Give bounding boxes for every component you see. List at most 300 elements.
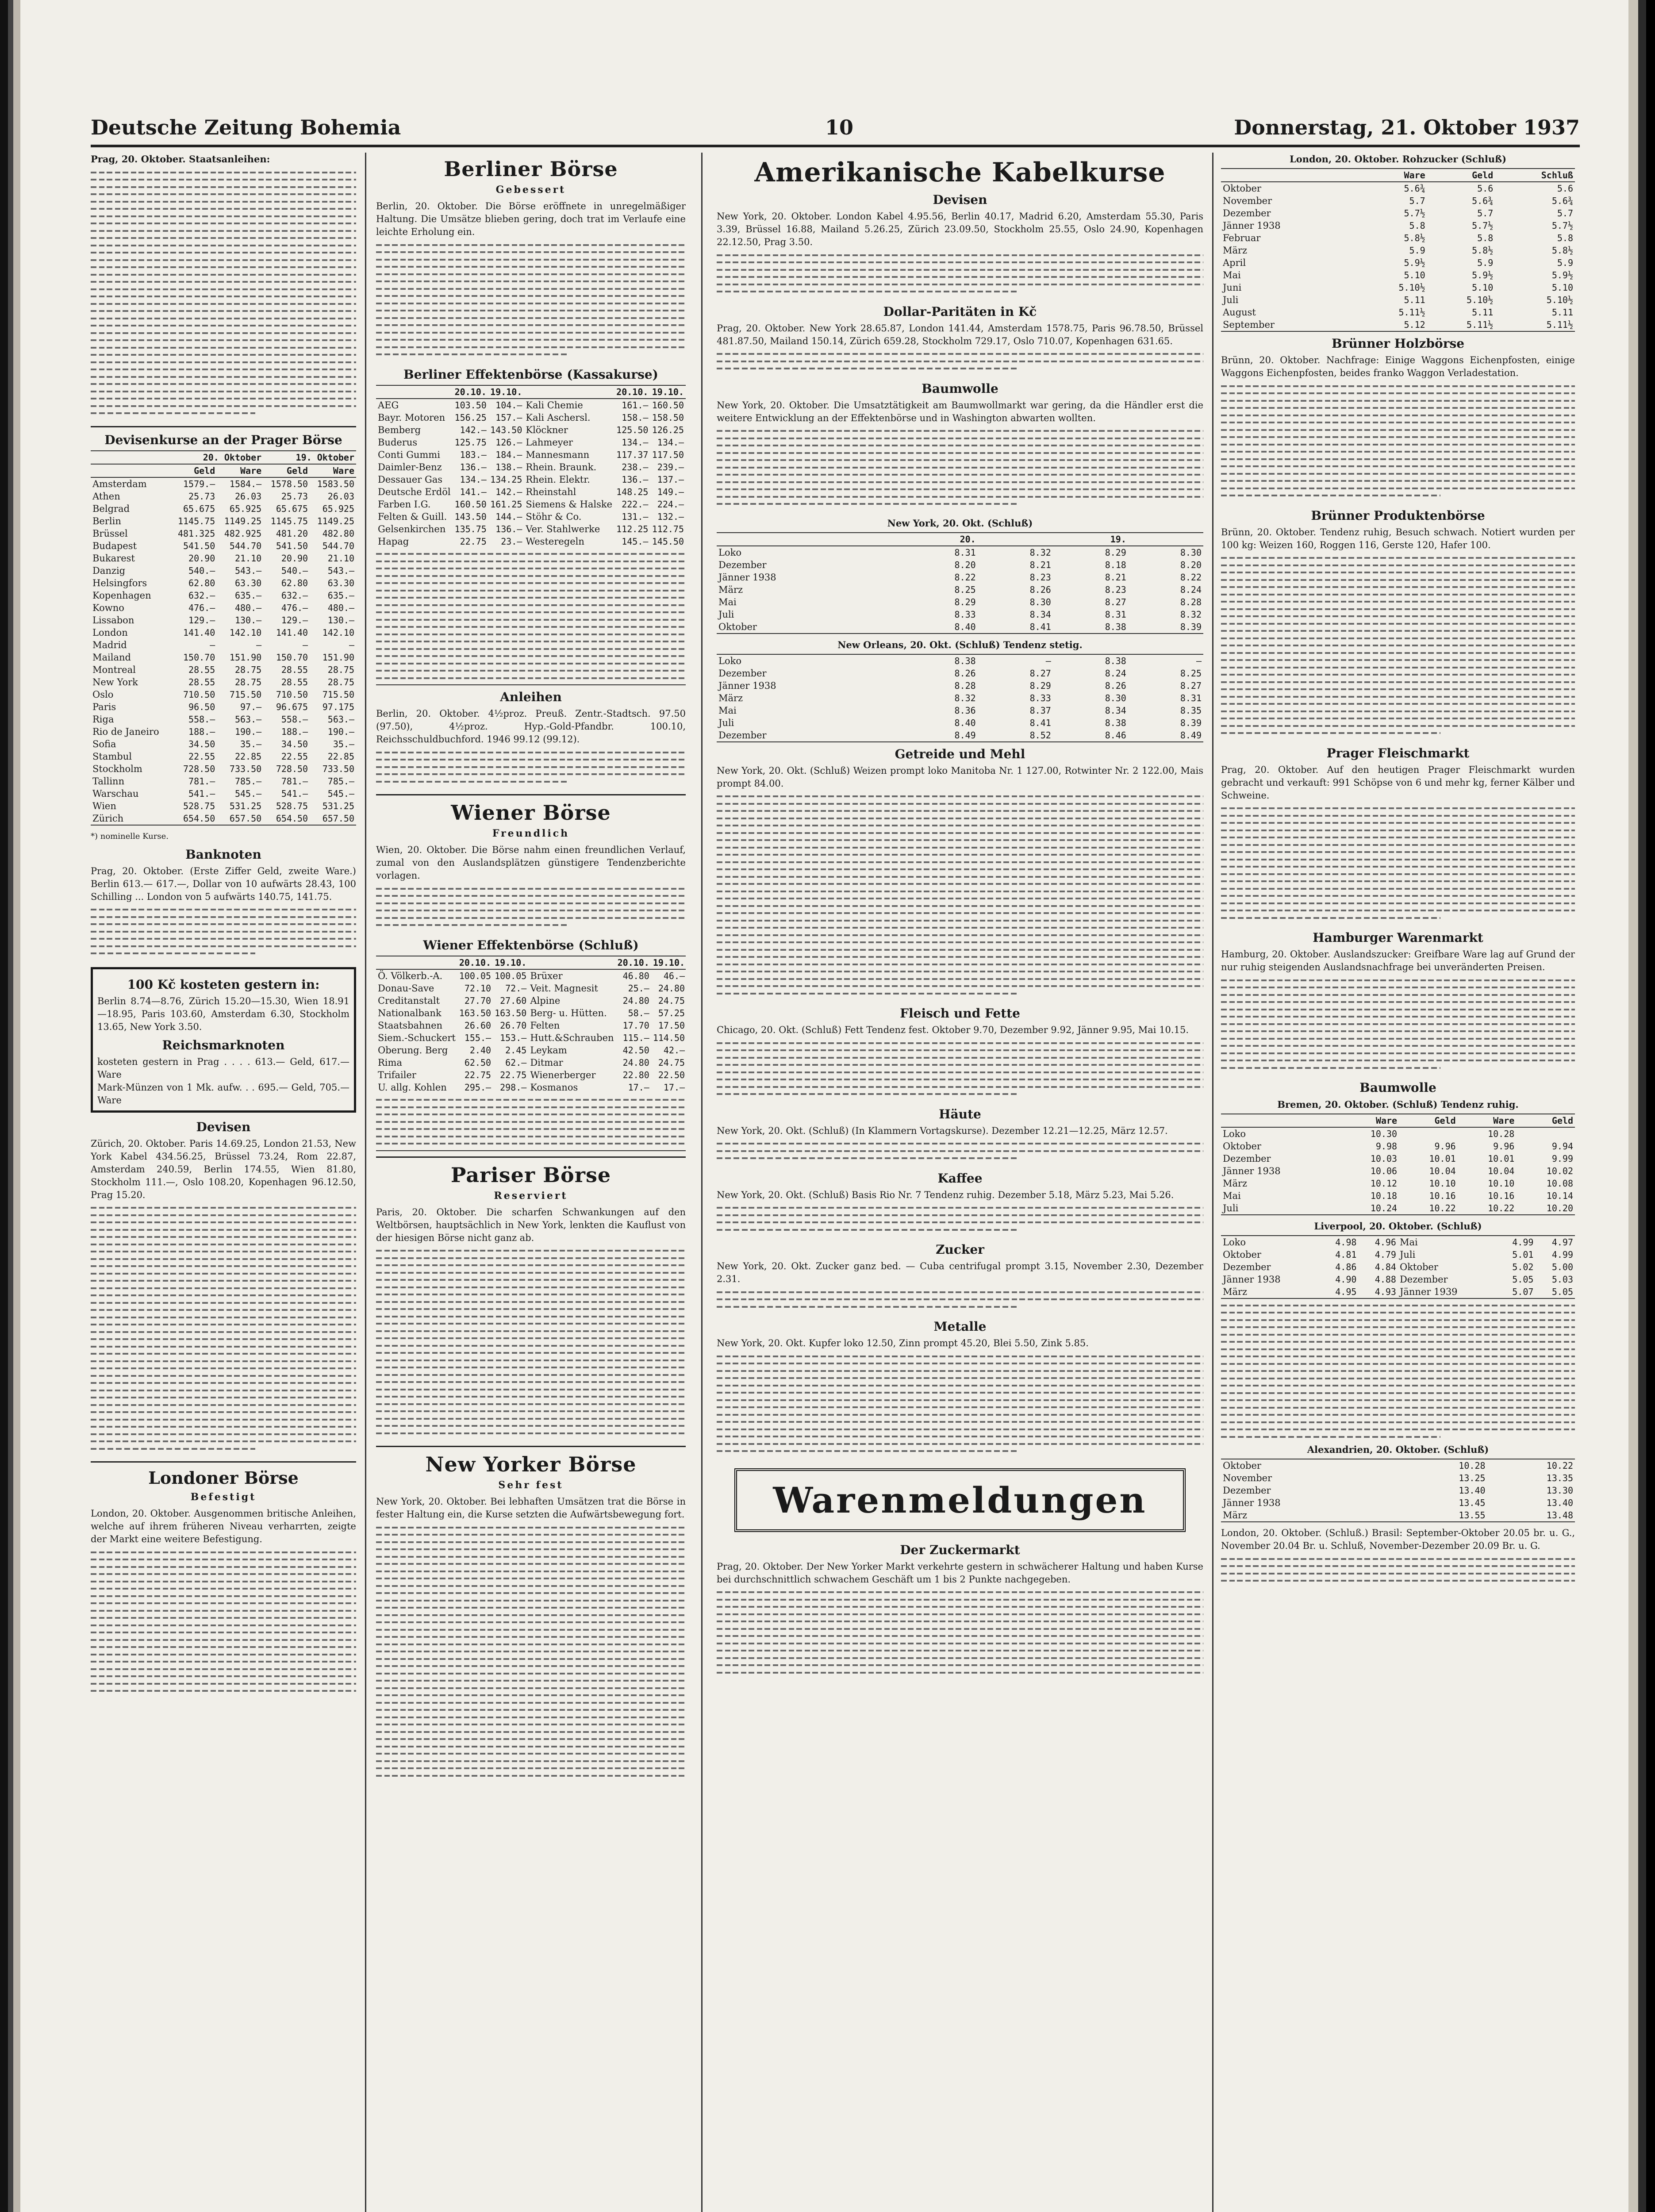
- table-cell: 5.8½: [1404, 233, 1425, 243]
- table-row: [717, 571, 1203, 584]
- table-cell: Loko: [718, 547, 741, 558]
- scan-edge-right: [1628, 0, 1655, 2212]
- table-header: Geld: [1516, 1114, 1575, 1127]
- table-cell: März: [718, 692, 743, 703]
- table-cell: Siemens & Halske: [526, 499, 613, 510]
- dollar-article: [717, 322, 1203, 375]
- table-cell: 558.—: [188, 714, 215, 725]
- table-cell: 8.38: [954, 655, 976, 666]
- table-cell: 8.29: [1029, 680, 1051, 691]
- article-body-text: [717, 353, 1203, 369]
- table-cell: 161.25: [490, 499, 522, 510]
- table-cell: Jänner 1938: [1223, 1274, 1281, 1285]
- table-cell: 65.675: [276, 503, 308, 514]
- table-cell: 28.75: [234, 664, 262, 675]
- table-cell: 8.30: [1180, 547, 1202, 558]
- table-cell: 1583.50: [317, 478, 354, 489]
- table-row: [1221, 294, 1575, 306]
- table-cell: 8.23: [1105, 584, 1126, 595]
- table-cell: 654.50: [183, 813, 215, 824]
- table-cell: 239.—: [657, 461, 684, 472]
- metalle-article: [717, 1337, 1203, 1458]
- table-cell: 8.38: [1105, 655, 1126, 666]
- table-cell: 480.—: [234, 602, 262, 613]
- table-cell: 9.94: [1551, 1141, 1573, 1152]
- column-rule: [701, 153, 703, 2212]
- kassakurse-table: [376, 385, 686, 686]
- table-row: [717, 655, 1203, 667]
- table-row: [1221, 1236, 1575, 1248]
- table-cell: 62.50: [464, 1057, 492, 1068]
- table-row: [91, 750, 356, 763]
- table-cell: Kali Chemie: [526, 399, 583, 411]
- section-title-produktenboerse: Brünner Produktenbörse: [1311, 508, 1485, 523]
- table-cell: November: [1223, 196, 1272, 206]
- prague-bonds-article: [91, 153, 356, 420]
- table-cell: Creditanstalt: [378, 995, 440, 1006]
- table-cell: 545.—: [234, 788, 262, 799]
- table-cell: 5.11: [1551, 307, 1573, 318]
- table-row: [717, 667, 1203, 680]
- table-cell: 10.16: [1488, 1190, 1515, 1201]
- section-title-new-yorker-boerse: New Yorker Börse: [425, 1452, 637, 1476]
- box-line: Mark-Münzen von 1 Mk. aufw. . . 695.— Geld, 705.— Ware: [97, 1082, 349, 1106]
- table-cell: 8.38: [1105, 717, 1126, 728]
- table-header: [1221, 1114, 1340, 1127]
- table-cell: 188.—: [281, 726, 308, 737]
- article-lead: New York, 20. Okt. (Schluß) (In Klammern Vortagskurse). Dezember 12.21—12.25, März 12.57.: [717, 1125, 1168, 1136]
- table-cell: [1516, 1127, 1575, 1140]
- table-header: 20. Oktober: [170, 451, 263, 464]
- table-cell: 10.24: [1370, 1203, 1398, 1214]
- paris-article: [376, 1206, 686, 1440]
- produkt-article: [1221, 526, 1575, 740]
- table-cell: Helsingfors: [92, 577, 147, 588]
- table-row: [91, 490, 356, 503]
- table-cell: Bayr. Motoren: [378, 412, 445, 423]
- table-row: [1221, 1165, 1575, 1177]
- table-cell: 161.—: [622, 399, 649, 411]
- table-header: Ware: [1458, 1114, 1517, 1127]
- section-divider: [91, 426, 356, 427]
- table-row: [1221, 1497, 1575, 1509]
- table-cell: 4.79: [1375, 1249, 1396, 1260]
- table-cell: 130.—: [234, 614, 262, 626]
- table-row: [91, 602, 356, 614]
- table-cell: 8.30: [1029, 596, 1051, 607]
- table-cell: —: [1196, 655, 1202, 666]
- table-cell: 143.50: [454, 511, 487, 522]
- table-cell: 129.—: [281, 614, 308, 626]
- table-cell: 10.30: [1370, 1129, 1398, 1139]
- table-cell: 8.39: [1180, 621, 1202, 632]
- table-cell: 657.50: [322, 813, 354, 824]
- table-cell: 785.—: [234, 776, 262, 787]
- table-cell: 781.—: [188, 776, 215, 787]
- table-cell: 27.70: [464, 995, 492, 1006]
- table-cell: 5.11½: [1546, 319, 1573, 330]
- table-cell: 2.45: [505, 1045, 527, 1056]
- table-cell: 5.10: [1551, 282, 1573, 293]
- table-row: [1221, 1140, 1575, 1152]
- article-lead: Brünn, 20. Oktober. Nachfrage: Einige Waggons Eichenpfosten, einige Waggons Eichenpfosten, beides franko Waggon Verladestation.: [1221, 355, 1575, 378]
- section-title-fleischmarkt: Prager Fleischmarkt: [1326, 745, 1470, 760]
- table-cell: 10.08: [1546, 1178, 1573, 1189]
- table-cell: Zürich: [92, 813, 124, 824]
- table-header: Geld: [263, 464, 310, 477]
- table-cell: Farben I.G.: [378, 499, 431, 510]
- table-row: [1221, 1177, 1575, 1190]
- table-cell: Brüxer: [530, 970, 563, 981]
- table-cell: März: [1223, 1510, 1248, 1521]
- table-row: [717, 704, 1203, 717]
- article-lead: Paris, 20. Oktober. Die scharfen Schwankungen auf den Weltbörsen, hauptsächlich in New York, lenkten die Kauflust von der hiesigen Börse nicht ganz ab.: [376, 1206, 686, 1243]
- holz-article: [1221, 354, 1575, 502]
- table-row: [717, 692, 1203, 704]
- table-cell: 733.50: [322, 763, 354, 774]
- table-cell: 8.33: [954, 609, 976, 620]
- table-cell: Montreal: [92, 664, 136, 675]
- table-cell: 142.10: [322, 627, 354, 638]
- table-cell: 5.10½: [1467, 295, 1494, 305]
- table-cell: 531.25: [229, 800, 262, 811]
- table-header: Geld: [1427, 169, 1495, 182]
- table-cell: 117.37: [616, 449, 649, 460]
- table-cell: 28.75: [327, 676, 354, 687]
- table-cell: —: [210, 639, 215, 650]
- box-line: kosteten gestern in Prag . . . . 613.— Geld, 617.— Ware: [97, 1056, 349, 1080]
- table-cell: 160.50: [454, 499, 487, 510]
- table-cell: Westeregeln: [526, 536, 584, 547]
- table-header: 20.10.: [453, 386, 488, 399]
- table-cell: 5.03: [1551, 1274, 1573, 1285]
- table-cell: 141.—: [460, 486, 487, 497]
- table-header: [717, 533, 902, 546]
- table-cell: 5.7: [1477, 208, 1494, 219]
- table-footnote: *) nominelle Kurse.: [91, 831, 169, 841]
- table-cell: —: [256, 639, 262, 650]
- table-header: 20.10.: [616, 956, 651, 969]
- table-cell: 150.70: [183, 652, 215, 663]
- table-cell: U. allg. Kohlen: [378, 1082, 447, 1093]
- table-cell: 131.—: [622, 511, 649, 522]
- table-cell: 481.325: [177, 528, 215, 539]
- table-cell: Mai: [718, 705, 737, 716]
- table-cell: 42.50: [622, 1045, 649, 1056]
- table-cell: 72.10: [464, 983, 492, 994]
- table-cell: Rio de Janeiro: [92, 726, 159, 737]
- table-cell: Oktober: [1399, 1262, 1438, 1272]
- table-cell: 63.30: [327, 577, 354, 588]
- table-cell: 4.93: [1375, 1286, 1396, 1297]
- table-cell: Juli: [718, 609, 734, 620]
- london-article: [91, 1507, 356, 1697]
- liverpool-notes: [1221, 1305, 1575, 1438]
- table-cell: 96.675: [276, 701, 308, 712]
- anleihen-article: [376, 707, 686, 788]
- table-cell: 62.80: [281, 577, 308, 588]
- table-cell: 5.8: [1409, 220, 1425, 231]
- table-row: [376, 995, 686, 1007]
- table-cell: 10.14: [1546, 1190, 1573, 1201]
- column-3: [717, 153, 1203, 2212]
- table-cell: 8.49: [1180, 730, 1202, 741]
- table-cell: Alpine: [530, 995, 561, 1006]
- table-cell: 8.21: [1105, 572, 1126, 583]
- table-header: [1128, 533, 1203, 546]
- table-row: [1221, 319, 1575, 331]
- box-title: 100 Kč kosteten gestern in:: [127, 977, 320, 992]
- table-cell: 4.97: [1551, 1237, 1573, 1248]
- article-lead: Berlin, 20. Oktober. 4½proz. Preuß. Zentr.-Stadtsch. 97.50 (97.50), 4½proz. Hyp.-Gold-Pfandbr. 100.10, Reichsschuldbuchford. 1946 99.12 (99.12).: [376, 708, 686, 745]
- table-cell: 5.10: [1472, 282, 1494, 293]
- table-cell: 126.25: [652, 424, 684, 435]
- table-header: 19.10.: [493, 956, 528, 969]
- table-cell: Jänner 1938: [1223, 1166, 1281, 1176]
- table-header: 19. Oktober: [263, 451, 356, 464]
- box-text: Berlin 8.74—8.76, Zürich 15.20—15.30, Wien 18.91—18.95, Paris 103.60, Amsterdam 6.30, Stockholm 13.65, New York 3.50.: [97, 995, 349, 1032]
- table-cell: 28.55: [281, 664, 308, 675]
- table-cell: 142.10: [229, 627, 262, 638]
- table-cell: Riga: [92, 714, 114, 725]
- table-header: Geld: [170, 464, 217, 477]
- table-cell: 24.75: [658, 995, 685, 1006]
- table-row: [376, 1019, 686, 1032]
- ny-devisen-article: [717, 210, 1203, 298]
- section-title-banknoten: Banknoten: [185, 847, 261, 862]
- table-cell: 10.22: [1429, 1203, 1456, 1214]
- table-cell: 22.75: [460, 536, 487, 547]
- table-cell: 112.75: [652, 523, 684, 534]
- table-cell: 96.50: [188, 701, 215, 712]
- table-cell: 26.03: [327, 491, 354, 502]
- table-cell: 158.50: [652, 412, 684, 423]
- table-row: [91, 540, 356, 552]
- table-cell: 17.—: [628, 1082, 649, 1093]
- section-title-metalle: Metalle: [933, 1319, 987, 1334]
- table-cell: 5.05: [1512, 1274, 1534, 1285]
- table-row: [717, 559, 1203, 571]
- table-cell: Trifailer: [378, 1069, 416, 1080]
- table-cell: 4.99: [1512, 1237, 1534, 1248]
- table-row: [91, 552, 356, 565]
- table-cell: Berg- u. Hütten.: [530, 1007, 607, 1018]
- table-row: [91, 626, 356, 639]
- table-cell: 8.24: [1180, 584, 1202, 595]
- table-header: 19.: [1053, 533, 1128, 546]
- devisen-table: [91, 450, 356, 826]
- table-cell: 715.50: [229, 689, 262, 700]
- new-orleans-cotton-table: [717, 654, 1203, 742]
- table-cell: 23.—: [501, 536, 522, 547]
- section-title-wiener-effekten: Wiener Effektenbörse (Schluß): [423, 937, 639, 952]
- table-cell: Mailand: [92, 652, 131, 663]
- table-cell: 715.50: [322, 689, 354, 700]
- article-lead: New York, 20. Okt. Kupfer loko 12.50, Zinn prompt 45.20, Blei 5.50, Zink 5.85.: [717, 1338, 1089, 1348]
- section-title-devisen: Devisen: [196, 1119, 251, 1134]
- berlin-article: [376, 200, 686, 361]
- article-lead: Prag, 20. Oktober. New York 28.65.87, London 141.44, Amsterdam 1578.75, Paris 96.78.50, Brüssel 481.87.50, Mailand 150.14, Zürich 659.28, Stockholm 729.17, Oslo 710.07, Kopenhagen 631.65.: [717, 323, 1203, 346]
- section-title-zuckermarkt: Der Zuckermarkt: [900, 1542, 1020, 1557]
- table-cell: 544.70: [322, 540, 354, 551]
- table-cell: Rhein. Elektr.: [526, 474, 590, 485]
- article-lead: Zürich, 20. Oktober. Paris 14.69.25, London 21.53, New York Kabel 434.56.25, Brüssel 73.24, Rom 22.87, Amsterdam 240.59, Berlin 174.55, Wien 81.80, Stockholm 111.—, Oslo 108.20, Kopenhagen 96.12.50, Prag 15.20.: [91, 1138, 356, 1200]
- table-cell: 24.80: [622, 1057, 649, 1068]
- table-cell: 8.41: [1029, 621, 1051, 632]
- table-cell: 65.675: [183, 503, 215, 514]
- table-cell: —: [1045, 655, 1051, 666]
- table-cell: November: [1223, 1473, 1272, 1483]
- table-cell: 2.40: [469, 1045, 492, 1056]
- section-title-warenmarkt: Hamburger Warenmarkt: [1313, 930, 1483, 945]
- table-cell: 160.50: [652, 399, 684, 411]
- table-cell: Dezember: [1223, 208, 1271, 219]
- page-header: [91, 113, 1580, 147]
- table-cell: 8.26: [1029, 584, 1051, 595]
- table-cell: 541.—: [188, 788, 215, 799]
- table-cell: 20.90: [281, 553, 308, 564]
- table-row: [717, 584, 1203, 596]
- table-cell: 8.29: [1105, 547, 1126, 558]
- table-cell: 153.—: [500, 1032, 527, 1043]
- table-cell: Tallinn: [92, 776, 125, 787]
- table-cell: 563.—: [327, 714, 354, 725]
- table-row: [1221, 1273, 1575, 1286]
- rohzucker-table: [1221, 168, 1575, 332]
- table-cell: 25.73: [188, 491, 215, 502]
- table-cell: 10.06: [1370, 1166, 1398, 1176]
- article-lead: Chicago, 20. Okt. (Schluß) Fett Tendenz fest. Oktober 9.70, Dezember 9.92, Jänner 9.95, Mai 10.15.: [717, 1025, 1189, 1035]
- table-cell: 26.60: [464, 1020, 492, 1031]
- table-cell: 125.75: [454, 437, 487, 448]
- table-cell: März: [718, 584, 743, 595]
- table-cell: 4.86: [1335, 1262, 1357, 1272]
- table-cell: Loko: [718, 655, 741, 666]
- table-cell: 21.10: [234, 553, 262, 564]
- table-row: [91, 726, 356, 738]
- table-cell: 5.11½: [1398, 307, 1425, 318]
- table-row: [376, 411, 686, 424]
- article-body-text: [717, 795, 1203, 995]
- table-cell: Berlin: [92, 515, 121, 526]
- table-cell: 238.—: [622, 461, 649, 472]
- table-cell: 295.—: [464, 1082, 492, 1093]
- table-cell: 531.25: [322, 800, 354, 811]
- table-cell: 8.46: [1105, 730, 1126, 741]
- table-cell: 145.50: [652, 536, 684, 547]
- table-cell: 733.50: [229, 763, 262, 774]
- table-row: [1221, 207, 1575, 219]
- section-title-baumwolle: Baumwolle: [1359, 1080, 1436, 1095]
- table-cell: 100.05: [495, 970, 527, 981]
- article-body-text: [717, 1143, 1203, 1159]
- section-title-anleihen: Anleihen: [500, 690, 562, 704]
- table-cell: 151.90: [322, 652, 354, 663]
- table-cell: 8.41: [1029, 717, 1051, 728]
- table-row: [1221, 1459, 1575, 1472]
- table-cell: 10.02: [1546, 1166, 1573, 1176]
- table-row: [376, 1081, 686, 1094]
- section-title-wiener-boerse: Wiener Börse: [451, 801, 611, 825]
- table-cell: Rheinstahl: [526, 486, 576, 497]
- table-row: [91, 676, 356, 688]
- table-cell: 5.9½: [1472, 270, 1494, 280]
- table-cell: 8.32: [1029, 547, 1051, 558]
- table-cell: Juli: [1223, 295, 1239, 305]
- table-cell: 10.22: [1546, 1460, 1573, 1471]
- table-cell: 8.36: [954, 705, 976, 716]
- table-cell: 157.—: [495, 412, 522, 423]
- table-cell: 117.50: [652, 449, 684, 460]
- table-cell: 126.—: [495, 437, 522, 448]
- table-cell: 10.18: [1370, 1190, 1398, 1201]
- table-row: [1221, 1484, 1575, 1497]
- section-title-kassakurse: Berliner Effektenbörse (Kassakurse): [403, 367, 658, 382]
- table-cell: Jänner 1938: [718, 680, 776, 691]
- table-row: [91, 651, 356, 664]
- table-cell: Deutsche Erdöl: [378, 486, 451, 497]
- table-cell: 5.02: [1512, 1262, 1534, 1272]
- table-cell: Kopenhagen: [92, 590, 151, 601]
- table-cell: Mannesmann: [526, 449, 590, 460]
- table-row: [376, 498, 686, 511]
- table-cell: 5.6¾: [1472, 196, 1494, 206]
- table-cell: März: [1223, 1178, 1248, 1189]
- table-row: [91, 787, 356, 800]
- table-cell: 97.—: [240, 701, 262, 712]
- table-cell: 136.—: [460, 461, 487, 472]
- article-lead: London, 20. Oktober. (Schluß.) Brasil: September-Oktober 20.05 br. u. G., November 20.04 Br. u. Schluß, November-Dezember 20.09 Br. u. G.: [1221, 1528, 1575, 1551]
- section-subtitle: Gebessert: [495, 184, 566, 196]
- table-cell: 136.—: [622, 474, 649, 485]
- table-cell: Wienerberger: [530, 1069, 596, 1080]
- table-row: [1221, 257, 1575, 269]
- table-cell: Lahmeyer: [526, 437, 573, 448]
- table-row: [717, 546, 1203, 559]
- table-cell: 5.9: [1557, 257, 1573, 268]
- table-cell: 710.50: [183, 689, 215, 700]
- table-cell: 528.75: [276, 800, 308, 811]
- table-cell: 5.8½: [1551, 245, 1573, 256]
- table-cell: 9.96: [1493, 1141, 1515, 1152]
- table-cell: 24.80: [658, 983, 685, 994]
- table-cell: 10.04: [1488, 1166, 1515, 1176]
- table-cell: 27.60: [500, 995, 527, 1006]
- table-cell: 9.96: [1434, 1141, 1456, 1152]
- table-cell: 4.99: [1551, 1249, 1573, 1260]
- table-cell: 13.40: [1459, 1485, 1486, 1496]
- table-cell: 28.55: [281, 676, 308, 687]
- table-row: [1221, 1202, 1575, 1214]
- table-cell: 13.48: [1546, 1510, 1573, 1521]
- article-lead: Wien, 20. Oktober. Die Börse nahm einen freundlichen Verlauf, zumal von den Auslandsplätzen günstigere Tendenzberichte vorlagen.: [376, 845, 686, 881]
- table-cell: 10.12: [1370, 1178, 1398, 1189]
- section-title-dollar-paritaeten: Dollar-Paritäten in Kč: [883, 304, 1037, 319]
- table-row: [717, 621, 1203, 633]
- table-cell: 10.04: [1429, 1166, 1456, 1176]
- table-cell: 5.6: [1557, 183, 1573, 194]
- table-cell: 8.27: [1105, 596, 1126, 607]
- table-cell: 5.9: [1409, 245, 1425, 256]
- table-cell: 17.50: [658, 1020, 685, 1031]
- table-cell: 24.80: [622, 995, 649, 1006]
- table-cell: 4.96: [1375, 1237, 1396, 1248]
- table-cell: 10.01: [1488, 1153, 1515, 1164]
- page-number: 10: [825, 115, 854, 139]
- table-cell: 5.7: [1409, 196, 1425, 206]
- article-body-text: [376, 244, 686, 356]
- table-cell: 5.8: [1477, 233, 1494, 243]
